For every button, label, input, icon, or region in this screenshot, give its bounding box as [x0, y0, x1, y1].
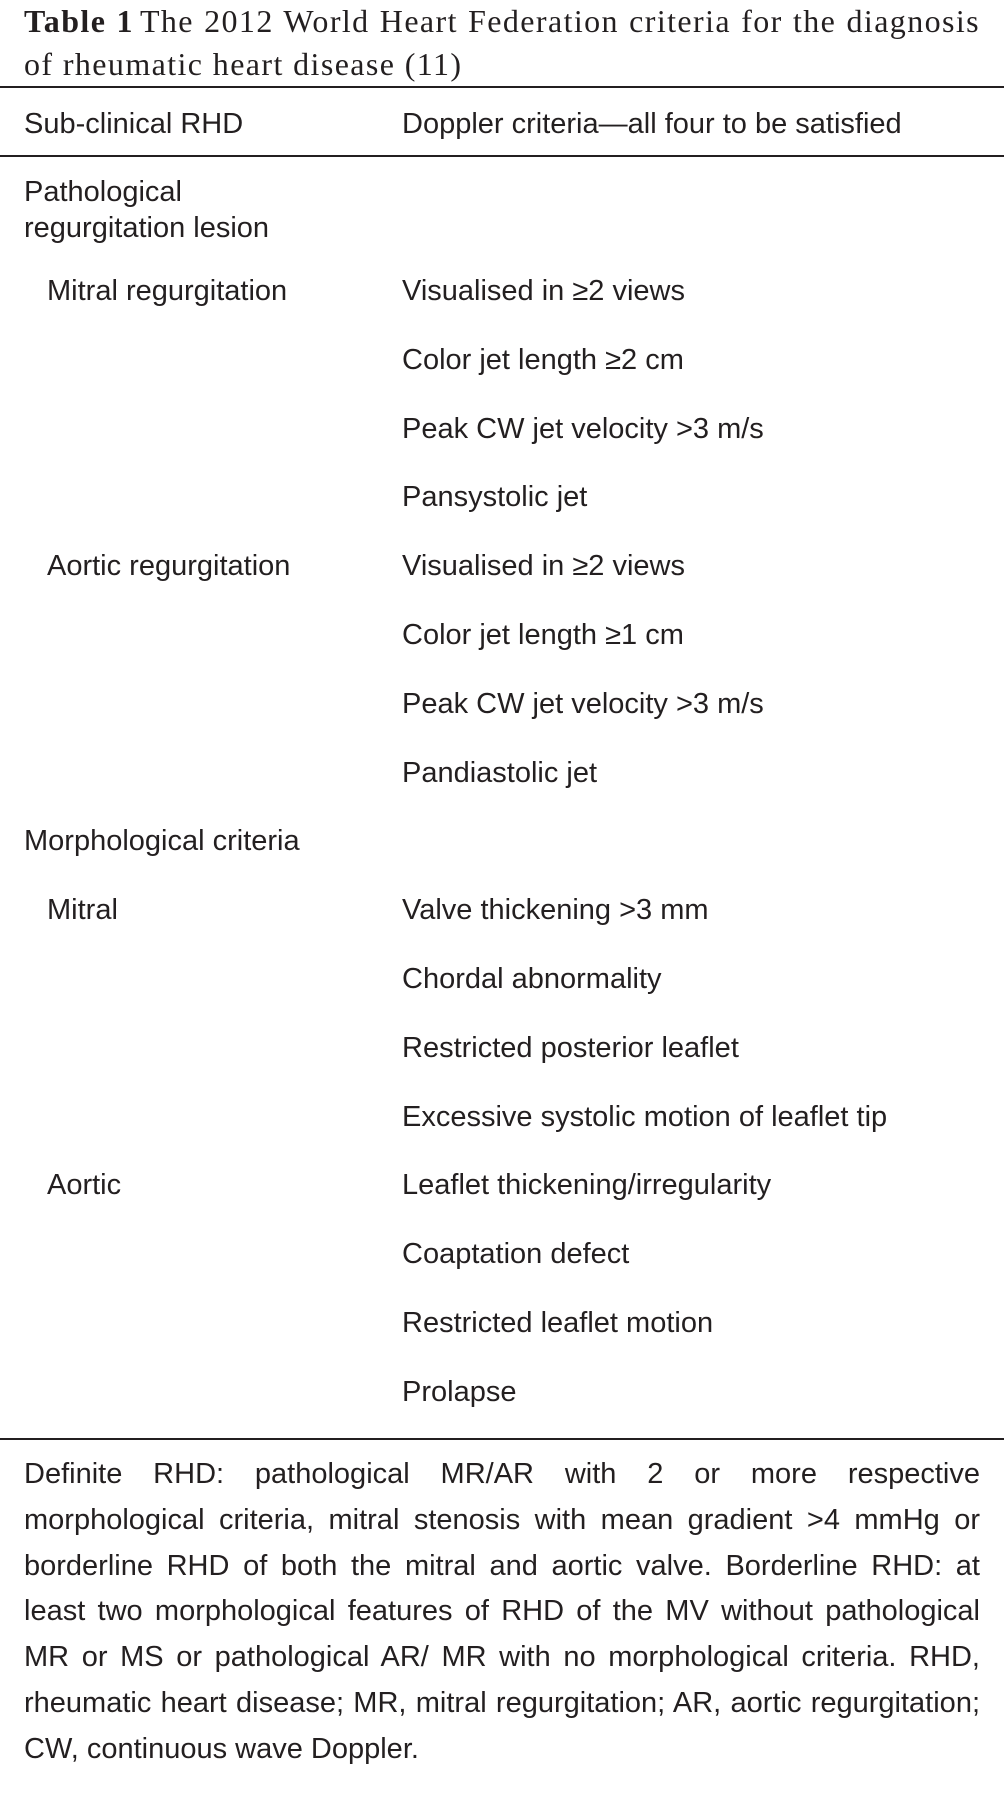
row-label: Mitral — [47, 894, 118, 927]
table-row — [0, 274, 1004, 343]
table-row — [0, 687, 1004, 756]
table-body — [0, 174, 1004, 1444]
row-criterion: Color jet length ≥1 cm — [402, 618, 684, 651]
row-criterion: Restricted posterior leaflet — [402, 1031, 739, 1064]
table-row — [0, 824, 1004, 893]
table-row — [0, 1306, 1004, 1375]
table-row — [0, 756, 1004, 825]
row-label: Aortic regurgitation — [47, 550, 291, 583]
header-col2: Doppler criteria—all four to be satisfied — [402, 108, 902, 140]
row-criterion: Visualised in ≥2 views — [402, 275, 685, 307]
table-row — [0, 1375, 1004, 1444]
row-label-line: regurgitation lesion — [24, 212, 270, 244]
row-criterion: Visualised in ≥2 views — [402, 550, 685, 583]
table-row — [0, 343, 1004, 412]
table-row — [0, 480, 1004, 549]
row-criterion: Peak CW jet velocity >3 m/s — [402, 412, 764, 445]
table-caption — [24, 0, 980, 86]
table-label: Table 1 — [24, 3, 134, 39]
table-row — [0, 962, 1004, 1031]
row-label: Morphological criteria — [24, 825, 300, 858]
row-criterion: Pandiastolic jet — [402, 756, 598, 789]
row-criterion: Coaptation defect — [402, 1238, 630, 1271]
row-criterion: Peak CW jet velocity >3 m/s — [402, 687, 764, 720]
table-title: The 2012 World Heart Federation criteria for the diagnosis of rheumatic heart disease (11) — [24, 3, 980, 82]
table-row — [0, 1168, 1004, 1237]
table-row — [0, 549, 1004, 618]
row-label: Aortic — [47, 1169, 122, 1202]
table-row — [0, 618, 1004, 687]
row-criterion: Prolapse — [402, 1375, 517, 1408]
top-rule — [0, 86, 1004, 88]
table-row — [0, 1237, 1004, 1306]
bottom-rule — [0, 1438, 1004, 1440]
header-col1: Sub-clinical RHD — [24, 108, 244, 140]
row-criterion: Excessive systolic motion of leaflet tip — [402, 1100, 888, 1133]
row-label: Mitral regurgitation — [47, 275, 288, 307]
header-rule — [0, 155, 1004, 157]
row-criterion: Color jet length ≥2 cm — [402, 343, 684, 376]
table-row — [0, 412, 1004, 481]
row-label — [24, 174, 269, 246]
row-criterion: Restricted leaflet motion — [402, 1306, 714, 1339]
table-footnote: Definite RHD: pathological MR/AR with 2 or more respective morphological criteria, mitral stenosis with mean gradient >4 mmHg or borderline RHD of both the mitral and aortic valve. Borderline RHD: at least two morphological features of RHD of the MV without pathological MR or MS or pathological AR/ MR with no morphological criteria. RHD, rheumatic heart disease; MR, mitral regurgitation; AR, aortic regurgitation; CW, continuous wave Doppler. — [24, 1458, 980, 1765]
row-label-line: Pathological — [24, 176, 182, 208]
row-criterion: Valve thickening >3 mm — [402, 894, 709, 927]
row-criterion: Chordal abnormality — [402, 962, 662, 995]
table-row — [0, 1031, 1004, 1100]
row-criterion: Pansystolic jet — [402, 481, 588, 514]
table-row — [0, 1100, 1004, 1169]
table-row — [0, 174, 1004, 274]
table-row — [0, 893, 1004, 962]
row-criterion: Leaflet thickening/irregularity — [402, 1169, 772, 1202]
